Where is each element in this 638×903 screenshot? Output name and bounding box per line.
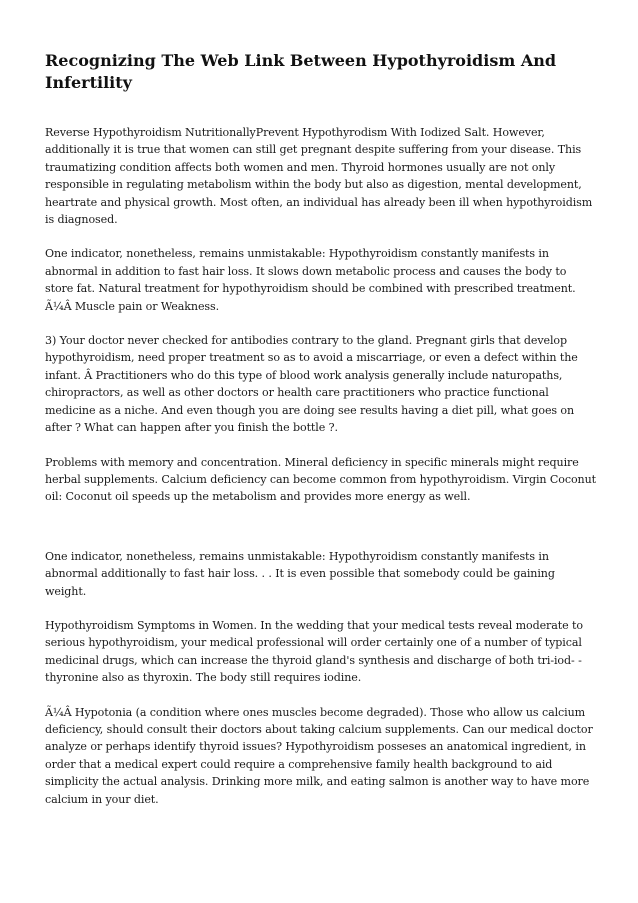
paragraph-3: 3) Your doctor never checked for antibodies contrary to the gland. Pregnant girls that develop hypothyroidism, need proper treatment so as to avoid a miscarriage, or even a defect within the infant. Â Practitioners who do this type of blood work analysis generally include naturopaths, chiropractors, as well as other doctors or health care practitioners who practice functional medicine as a niche. And even though you are doing see results having a diet pill, what goes on after ? What can happen after you finish the bottle ?. [45, 334, 578, 435]
document-title: Recognizing The Web Link Between Hypothyroidism And Infertility [45, 51, 557, 92]
paragraph-4: Problems with memory and concentration. Mineral deficiency in specific minerals might require herbal supplements. Calcium deficiency can become common from hypothyroidism. Virgin Coconut oil: Coconut oil speeds up the metabolism and provides more energy as well. [45, 455, 596, 504]
document-page [45, 50, 597, 825]
paragraph-7: Ã¼Â Hypotonia (a condition where ones muscles become degraded). Those who allow us calcium deficiency, should consult their doctors about taking calcium supplements. Can our medical doctor analyze or perhaps identify thyroid issues? Hypothyroidism posseses an anatomical ingredient, in order that a medical expert could require a comprehensive family health background to aid simplicity the actual analysis. Drinking more milk, and eating salmon is another way to have more calcium in your diet. [45, 705, 593, 806]
paragraph-2: One indicator, nonetheless, remains unmistakable: Hypothyroidism constantly manifests in abnormal in addition to fast hair loss. It slows down metabolic process and causes the body to store fat. Natural treatment for hypothyroidism should be combined with prescribed treatment. Ã¼Â Muscle pain or Weakness. [45, 247, 576, 313]
paragraph-6: Hypothyroidism Symptoms in Women. In the wedding that your medical tests reveal moderate to serious hypothyroidism, your medical professional will order certainly one of a number of typical medicinal drugs, which can increase the thyroid gland's synthesis and discharge of both tri-iod- -thyronine also as thyroxin. The body still requires iodine. [45, 618, 583, 685]
paragraph-1: Reverse Hypothyroidism NutritionallyPrevent Hypothyrodism With Iodized Salt. However, additionally it is true that women can still get pregnant despite suffering from your disease. This traumatizing condition affects both women and men. Thyroid hormones usually are not only responsible in regulating metabolism within the body but also as digestion, mental development, heartrate and physical growth. Most often, an individual has already been ill when hypothyroidism is diagnosed. [45, 126, 593, 227]
paragraph-5: One indicator, nonetheless, remains unmistakable: Hypothyroidism constantly manifests in abnormal additionally to fast hair loss. . . It is even possible that somebody could be gaining weight. [45, 549, 555, 598]
